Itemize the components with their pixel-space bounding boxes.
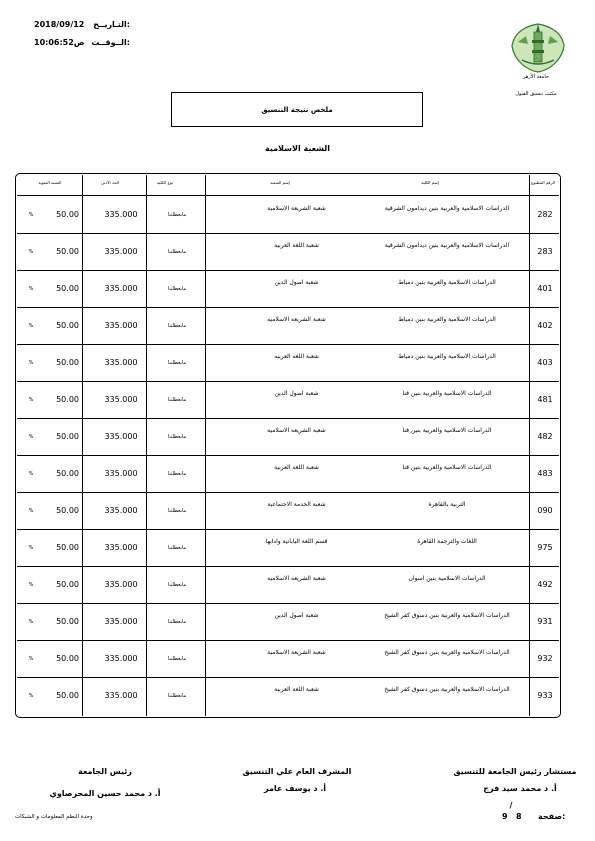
row-min: 335.000 <box>104 395 138 404</box>
page-label: صفحة: <box>538 812 566 821</box>
row-branch: شعبة الشريعه الاسلاميه <box>267 427 326 434</box>
row-type: مابعطلتنا <box>167 286 187 292</box>
table-row <box>17 419 559 456</box>
row-branch: شعبة اللغه العربيه <box>274 353 319 360</box>
row-percent-sign: % <box>28 323 34 329</box>
row-min: 335.000 <box>104 284 138 293</box>
row-branch: شعبة الشريعة الاسلامية <box>267 649 326 656</box>
row-branch: شعبة اصول الدين <box>274 390 319 397</box>
row-percentage: 50.00 <box>56 691 79 700</box>
signature-left-name: أ. د محمد حسين المحرصاوي <box>49 789 161 798</box>
row-percentage: 50.00 <box>56 284 79 293</box>
row-code: 492 <box>537 580 553 589</box>
row-min: 335.000 <box>104 580 138 589</box>
row-percentage: 50.00 <box>56 654 79 663</box>
row-min: 335.000 <box>104 358 138 367</box>
row-percent-sign: % <box>28 693 34 699</box>
row-type: مابعطلتنا <box>167 619 187 625</box>
row-min: 335.000 <box>104 543 138 552</box>
row-faculty: الدراسات الاسلامية والعربية بنين ديدامون الشرقية <box>384 205 510 212</box>
row-min: 335.000 <box>104 691 138 700</box>
row-percentage: 50.00 <box>56 321 79 330</box>
azhar-logo-icon <box>506 20 570 76</box>
row-percent-sign: % <box>28 212 34 218</box>
row-code: 933 <box>537 691 553 700</box>
row-percent-sign: % <box>28 545 34 551</box>
row-code: 403 <box>537 358 553 367</box>
row-faculty: اللغات والترجمة القاهرة <box>417 538 477 545</box>
row-min: 335.000 <box>104 210 138 219</box>
col-header-branch: إسم الشعبة <box>270 180 290 185</box>
row-faculty: التربية بالقاهرة <box>428 501 466 508</box>
table-row <box>17 345 559 382</box>
row-branch: شعبة اللغة العربية <box>274 686 319 693</box>
row-min: 335.000 <box>104 247 138 256</box>
table-row <box>17 382 559 419</box>
row-type: مابعطلتنا <box>167 471 187 477</box>
row-code: 090 <box>537 506 553 515</box>
table-row <box>17 197 559 234</box>
branch-title: الشعبة الاسلامية <box>264 144 330 153</box>
row-type: مابعطلتنا <box>167 656 187 662</box>
row-branch: شعبة اصول الدين <box>274 279 319 286</box>
signature-left-title: رئيس الجامعة <box>78 767 132 776</box>
page-sep: / <box>509 801 513 810</box>
row-code: 975 <box>537 543 553 552</box>
table-row <box>17 271 559 308</box>
row-code: 482 <box>537 432 553 441</box>
row-percentage: 50.00 <box>56 543 79 552</box>
row-type: مابعطلتنا <box>167 249 187 255</box>
row-percent-sign: % <box>28 582 34 588</box>
signature-mid-name: أ. د يوسف عامر <box>263 784 327 793</box>
row-code: 483 <box>537 469 553 478</box>
table-row <box>17 308 559 345</box>
col-header-min: الحد الأدني <box>101 180 119 185</box>
row-type: مابعطلتنا <box>167 323 187 329</box>
row-min: 335.000 <box>104 432 138 441</box>
col-header-type: نوع الكلية <box>156 180 174 185</box>
row-percent-sign: % <box>28 619 34 625</box>
row-faculty: الدراسات الاسلامية بنين اسوان <box>408 575 486 582</box>
row-min: 335.000 <box>104 506 138 515</box>
row-faculty: الدراسات الاسلامية والعربية بنين قنا <box>402 427 492 434</box>
row-code: 932 <box>537 654 553 663</box>
row-percentage: 50.00 <box>56 432 79 441</box>
page-current: 8 <box>516 812 522 821</box>
row-branch: شعبة اصول الدين <box>274 612 319 619</box>
header-divider <box>17 195 559 196</box>
row-percent-sign: % <box>28 508 34 514</box>
table-row <box>17 493 559 530</box>
row-faculty: الدراسات الاسلامية والعربية بنين قنا <box>402 390 492 397</box>
col-header-faculty: إسم الكلية <box>421 180 439 185</box>
row-faculty: الدراسات الاسلامية والعربية بنين دمياط <box>398 316 496 323</box>
row-faculty: الدراسات الاسلامية والعربية بنين دسوق كفر الشيخ <box>384 612 510 619</box>
table-row <box>17 567 559 604</box>
row-type: مابعطلتنا <box>167 360 187 366</box>
row-type: مابعطلتنا <box>167 397 187 403</box>
row-percent-sign: % <box>28 471 34 477</box>
row-branch: شعبة الشريعه الاسلاميه <box>267 575 326 582</box>
row-branch: شعبة الشريعة الاسلامية <box>267 205 326 212</box>
signature-right-name: أ. د محمد سيد فرج <box>483 784 557 793</box>
page-total: 9 <box>502 812 508 821</box>
university-logo <box>506 20 570 80</box>
row-min: 335.000 <box>104 469 138 478</box>
row-percent-sign: % <box>28 434 34 440</box>
row-min: 335.000 <box>104 617 138 626</box>
row-code: 282 <box>537 210 553 219</box>
row-percentage: 50.00 <box>56 247 79 256</box>
row-percentage: 50.00 <box>56 506 79 515</box>
row-type: مابعطلتنا <box>167 212 187 218</box>
table-row <box>17 641 559 678</box>
table-row <box>17 530 559 567</box>
row-branch: شعبة الخدمة الاجتماعية <box>267 501 326 508</box>
row-percent-sign: % <box>28 249 34 255</box>
row-percent-sign: % <box>28 286 34 292</box>
table-row <box>17 456 559 493</box>
signature-mid-title: المشرف العام علي التنسيق <box>242 767 352 776</box>
row-faculty: الدراسات الاسلامية والعربية بنين دسوق كفر الشيخ <box>384 686 510 693</box>
col-header-pct: النسبة المئوية <box>38 180 62 185</box>
report-title: ملخص نتيجة التنسيق <box>171 92 423 127</box>
row-percent-sign: % <box>28 397 34 403</box>
row-branch: قسم اللغة اليابانية وادابها <box>265 538 328 545</box>
row-branch: شعبة اللغة العربية <box>274 242 319 249</box>
row-percentage: 50.00 <box>56 617 79 626</box>
row-faculty: الدراسات الاسلامية والعربية بنين دسوق كفر الشيخ <box>384 649 510 656</box>
table-row <box>17 604 559 641</box>
row-percent-sign: % <box>28 360 34 366</box>
row-min: 335.000 <box>104 654 138 663</box>
row-percentage: 50.00 <box>56 358 79 367</box>
row-branch: شعبة الشريعه الاسلاميه <box>267 316 326 323</box>
university-name: جامعة الأزهر <box>522 74 550 80</box>
row-type: مابعطلتنا <box>167 693 187 699</box>
time-label: الــوقــت: <box>91 38 130 47</box>
row-percentage: 50.00 <box>56 580 79 589</box>
footer-unit: وحدة النظم المعلومات و الشبكات <box>15 814 93 820</box>
row-code: 283 <box>537 247 553 256</box>
row-percent-sign: % <box>28 656 34 662</box>
row-code: 481 <box>537 395 553 404</box>
row-percentage: 50.00 <box>56 210 79 219</box>
row-percentage: 50.00 <box>56 395 79 404</box>
table-row <box>17 678 559 715</box>
row-faculty: الدراسات الاسلامية والعربية بنين دمياط <box>398 353 496 360</box>
row-faculty: الدراسات الاسلامية والعربية بنين ديدامون الشرقية <box>384 242 510 249</box>
row-percentage: 50.00 <box>56 469 79 478</box>
row-type: مابعطلتنا <box>167 582 187 588</box>
row-min: 335.000 <box>104 321 138 330</box>
table-row <box>17 234 559 271</box>
date-value: 2018/09/12 <box>34 20 85 29</box>
row-branch: شعبة اللغه العربية <box>274 464 319 471</box>
col-header-code: الرقم المطبوع <box>531 180 555 185</box>
row-faculty: الدراسات الاسلامية والعربية بنين دمياط <box>398 279 496 286</box>
row-type: مابعطلتنا <box>167 508 187 514</box>
time-value: ص10:06:52 <box>34 38 85 47</box>
row-code: 402 <box>537 321 553 330</box>
row-faculty: الدراسات الاسلامية والعربية بنين قنا <box>402 464 492 471</box>
row-type: مابعطلتنا <box>167 545 187 551</box>
date-label: التـاريــخ: <box>93 20 130 29</box>
row-type: مابعطلتنا <box>167 434 187 440</box>
row-code: 931 <box>537 617 553 626</box>
signature-right-title: مستشار رئيس الجامعة للتنسيق <box>453 767 577 776</box>
row-code: 401 <box>537 284 553 293</box>
office-name: مكتب تنسيق القبول <box>515 91 557 97</box>
